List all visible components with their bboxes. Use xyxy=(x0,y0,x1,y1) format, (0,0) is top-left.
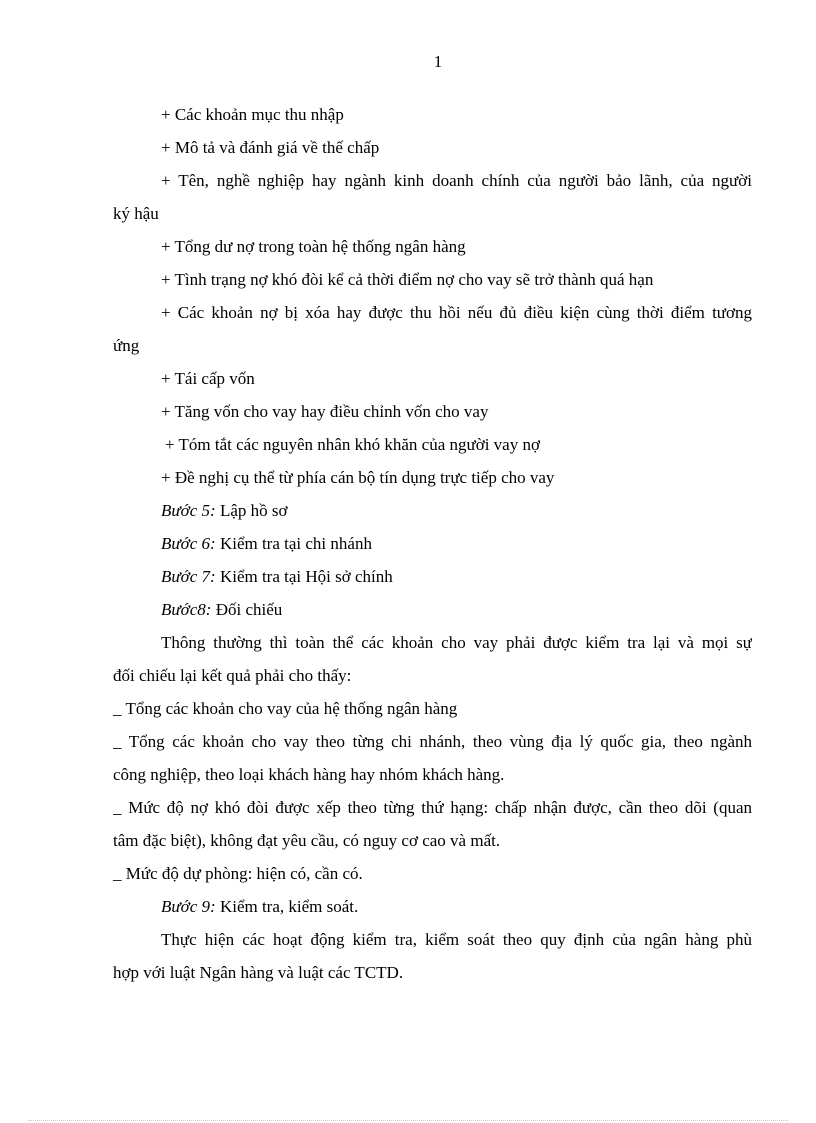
paragraph-1-line-1: Thông thường thì toàn thể các khoản cho vay phải được kiểm tra lại và mọi sự xyxy=(161,633,752,652)
step-6 xyxy=(113,527,752,560)
page-content xyxy=(113,98,752,989)
step-6-text: Kiểm tra tại chi nhánh xyxy=(215,534,372,553)
step-5-label: Bước 5: xyxy=(161,501,216,520)
step-8-text: Đối chiếu xyxy=(211,600,283,619)
bullet-refinance: + Tái cấp vốn xyxy=(161,369,255,388)
step-9-text: Kiểm tra, kiểm soát. xyxy=(215,897,359,916)
dash-item-total-loans: _ Tổng các khoản cho vay của hệ thống ngân hàng xyxy=(113,699,458,718)
dash-item-by-branch: _ Tổng các khoản cho vay theo từng chi nhánh, theo vùng địa lý quốc gia, theo ngành xyxy=(113,732,752,751)
dash-item-bad-debt-rank: _ Mức độ nợ khó đòi được xếp theo từng thứ hạng: chấp nhận được, cần theo dõi (quan xyxy=(113,798,752,817)
paragraph-2-line-1: Thực hiện các hoạt động kiểm tra, kiểm soát theo quy định của ngân hàng phù xyxy=(161,930,752,949)
bullet-bad-debt: + Tình trạng nợ khó đòi kể cả thời điểm nợ cho vay sẽ trở thành quá hạn xyxy=(161,270,654,289)
paragraph-2-line-2: hợp với luật Ngân hàng và luật các TCTD. xyxy=(113,963,404,982)
page-number: 1 xyxy=(433,52,443,71)
step-8-label: Bước8: xyxy=(161,600,212,619)
bullet-increase-capital: + Tăng vốn cho vay hay điều chỉnh vốn cho vay xyxy=(161,402,489,421)
step-7-label: Bước 7: xyxy=(161,567,216,586)
step-5 xyxy=(113,494,752,527)
dash-item-by-branch-cont: công nghiệp, theo loại khách hàng hay nhóm khách hàng. xyxy=(113,765,505,784)
step-9-label: Bước 9: xyxy=(161,897,216,916)
step-7 xyxy=(113,560,752,593)
bullet-guarantor: + Tên, nghề nghiệp hay ngành kinh doanh chính của người bảo lãnh, của người xyxy=(161,171,752,190)
dash-item-provision: _ Mức độ dự phòng: hiện có, cần có. xyxy=(113,864,363,883)
bullet-written-off: + Các khoản nợ bị xóa hay được thu hồi nếu đủ điều kiện cùng thời điểm tương xyxy=(161,303,752,322)
bullet-written-off-cont: ứng xyxy=(113,336,140,355)
bullet-collateral: + Mô tả và đánh giá về thế chấp xyxy=(161,138,380,157)
dash-item-bad-debt-rank-cont: tâm đặc biệt), không đạt yêu cầu, có nguy cơ cao và mất. xyxy=(113,831,501,850)
footer-divider xyxy=(28,1120,788,1121)
bullet-proposal: + Đề nghị cụ thể từ phía cán bộ tín dụng trực tiếp cho vay xyxy=(161,468,555,487)
step-5-text: Lập hồ sơ xyxy=(215,501,288,520)
step-6-label: Bước 6: xyxy=(161,534,216,553)
bullet-guarantor-cont: ký hậu xyxy=(113,204,159,223)
step-9 xyxy=(113,890,752,923)
step-8 xyxy=(113,593,752,626)
bullet-income-items: + Các khoản mục thu nhập xyxy=(161,105,344,124)
bullet-total-debt: + Tổng dư nợ trong toàn hệ thống ngân hàng xyxy=(161,237,466,256)
paragraph-1-line-2: đối chiếu lại kết quả phải cho thấy: xyxy=(113,666,352,685)
step-7-text: Kiểm tra tại Hội sở chính xyxy=(215,567,393,586)
bullet-summary-causes: + Tóm tắt các nguyên nhân khó khăn của người vay nợ xyxy=(165,435,540,454)
